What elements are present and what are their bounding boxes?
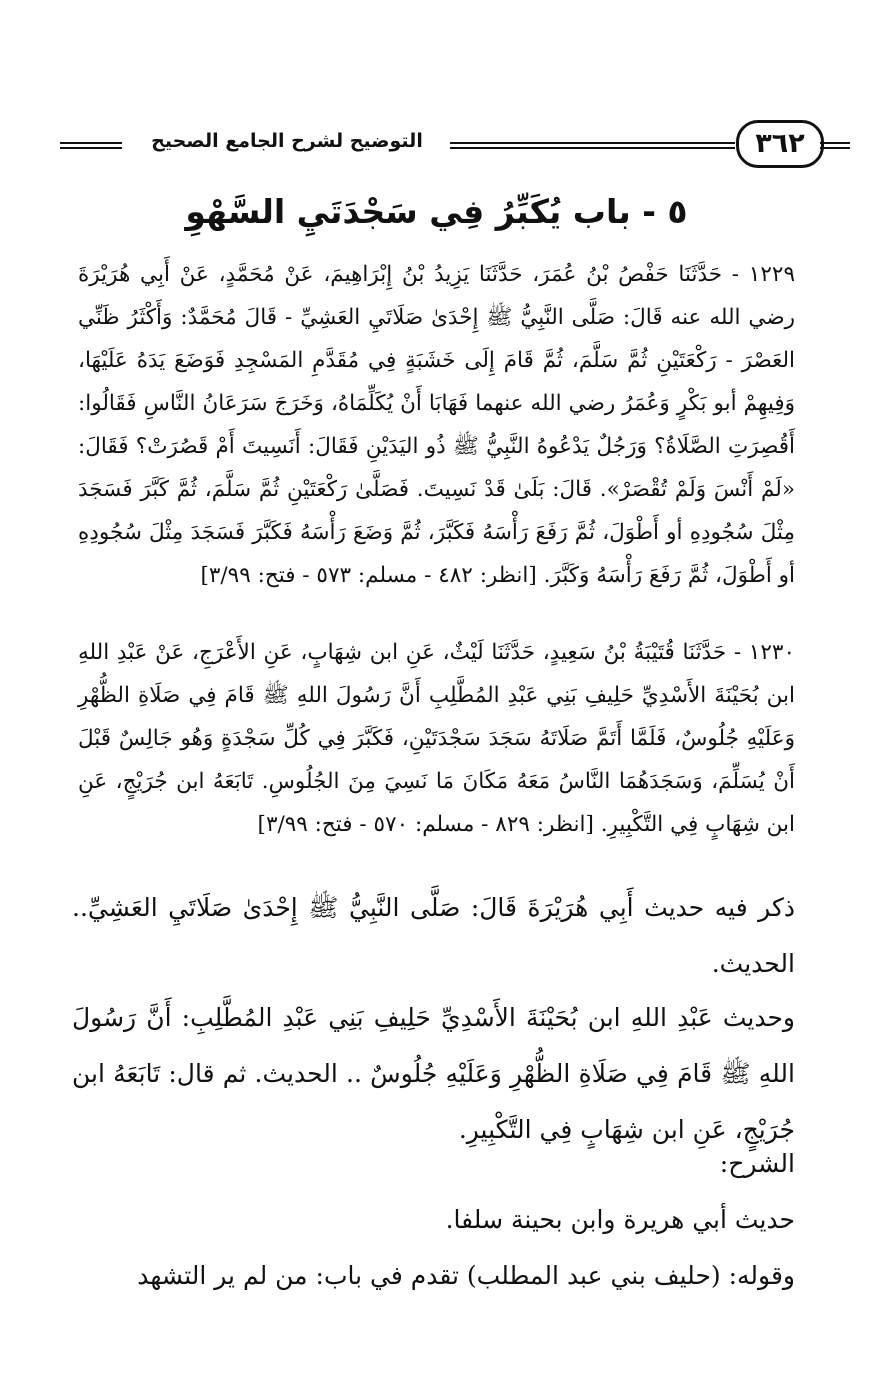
chapter-title: ٥ - باب يُكَبِّرُ فِي سَجْدَتَيِ السَّهْوِ (185, 192, 688, 231)
hadith-1230: ١٢٣٠ - حَدَّثَنَا قُتَيْبَةُ بْنُ سَعِيدٍ، حَدَّثَنَا لَيْثٌ، عَنِ ابن شِهَابٍ، عَنِ الأَعْرَجِ، عَنْ عَبْدِ اللهِ ابن بُحَيْنَةَ الأَسْدِيِّ حَلِيفِ بَنِي عَبْدِ المُطَّلِبِ أَنَّ رَسُولَ اللهِ ﷺ قَامَ فِي صَلَاةِ الظُّهْرِ وَعَلَيْهِ جُلُوسٌ، فَلَمَّا أَتَمَّ صَلَاتَهُ سَجَدَ سَجْدَتَيْنِ، فَكَبَّرَ فِي كُلِّ سَجْدَةٍ وَهُو جَالِسٌ قَبْلَ أَنْ يُسَلِّمَ، وَسَجَدَهُمَا النَّاسُ مَعَهُ مَكَانَ مَا نَسِيَ مِنَ الجُلُوسِ. تَابَعَهُ ابن جُرَيْجٍ، عَنِ ابن شِهَابٍ فِي التَّكْبِيرِ. [انظر: ٨٢٩ - مسلم: ٥٧٠ - فتح: ٣/٩٩] (78, 640, 795, 837)
header-rule-right (820, 142, 850, 149)
page-header (60, 120, 813, 170)
commentary-paragraph: وحديث عَبْدِ اللهِ ابن بُحَيْنَةَ الأَسْدِيِّ حَلِيفِ بَنِي عَبْدِ المُطَّلِبِ: أَنَّ رَسُولَ اللهِ ﷺ قَامَ فِي صَلَاةِ الظُّهْرِ وَعَلَيْهِ جُلُوسٌ .. الحديث. ثم قال: تَابَعَهُ ابن جُرَيْجٍ، عَنِ ابن شِهَابٍ فِي التَّكْبِيرِ. (72, 1003, 795, 1144)
header-rule-middle (450, 142, 735, 149)
running-title: التوضيح لشرح الجامع الصحيح (151, 130, 423, 152)
commentary-heading: الشرح: (719, 1149, 795, 1178)
commentary-paragraph: وقوله: (حليف بني عبد المطلب) تقدم في باب: من لم ير التشهد (137, 1261, 795, 1290)
header-rule-left (60, 142, 122, 149)
commentary-paragraph: ذكر فيه حديث أَبِي هُرَيْرَةَ قَالَ: صَلَّى النَّبِيُّ ﷺ إِحْدَىٰ صَلَاتَيِ العَشِيِّ.. الحديث. (72, 893, 795, 978)
hadith-1229: ١٢٢٩ - حَدَّثَنَا حَفْصُ بْنُ عُمَرَ، حَدَّثَنَا يَزِيدُ بْنُ إِبْرَاهِيمَ، عَنْ مُحَمَّدٍ، عَنْ أَبِي هُرَيْرَةَ رضي الله عنه قَالَ: صَلَّى النَّبِيُّ ﷺ إِحْدَىٰ صَلَاتَيِ العَشِيِّ - قَالَ مُحَمَّدٌ: وَأَكْثَرُ ظَنِّي العَصْرَ - رَكْعَتَيْنِ ثُمَّ سَلَّمَ، ثُمَّ قَامَ إِلَى خَشَبَةٍ فِي مُقَدَّمِ المَسْجِدِ فَوَضَعَ يَدَهُ عَلَيْهَا، وَفِيهِمْ أبو بَكْرٍ وَعُمَرُ رضي الله عنهما فَهَابَا أَنْ يُكَلِّمَاهُ، وَخَرَجَ سَرَعَانُ النَّاسِ فَقَالُوا: أَقُصِرَتِ الصَّلَاةُ؟ وَرَجُلٌ يَدْعُوهُ النَّبِيُّ ﷺ ذُو اليَدَيْنِ فَقَالَ: أَنَسِيتَ أَمْ قَصُرَتْ؟ فَقَالَ: «لَمْ أَنْسَ وَلَمْ تُقْصَرْ». قَالَ: بَلَىٰ قَدْ نَسِيتَ. فَصَلَّىٰ رَكْعَتَيْنِ ثُمَّ سَلَّمَ، ثُمَّ كَبَّرَ فَسَجَدَ مِثْلَ سُجُودِهِ أو أَطْوَلَ، ثُمَّ رَفَعَ رَأْسَهُ فَكَبَّرَ، ثُمَّ وَضَعَ رَأْسَهُ فَكَبَّرَ فَسَجَدَ مِثْلَ سُجُودِهِ أو أَطْوَلَ، ثُمَّ رَفَعَ رَأْسَهُ وَكَبَّرَ. [انظر: ٤٨٢ - مسلم: ٥٧٣ - فتح: ٣/٩٩] (78, 262, 795, 588)
page-number: ٣٦٢ (736, 120, 824, 168)
commentary-paragraph: حديث أبي هريرة وابن بحينة سلفا. (445, 1205, 795, 1234)
